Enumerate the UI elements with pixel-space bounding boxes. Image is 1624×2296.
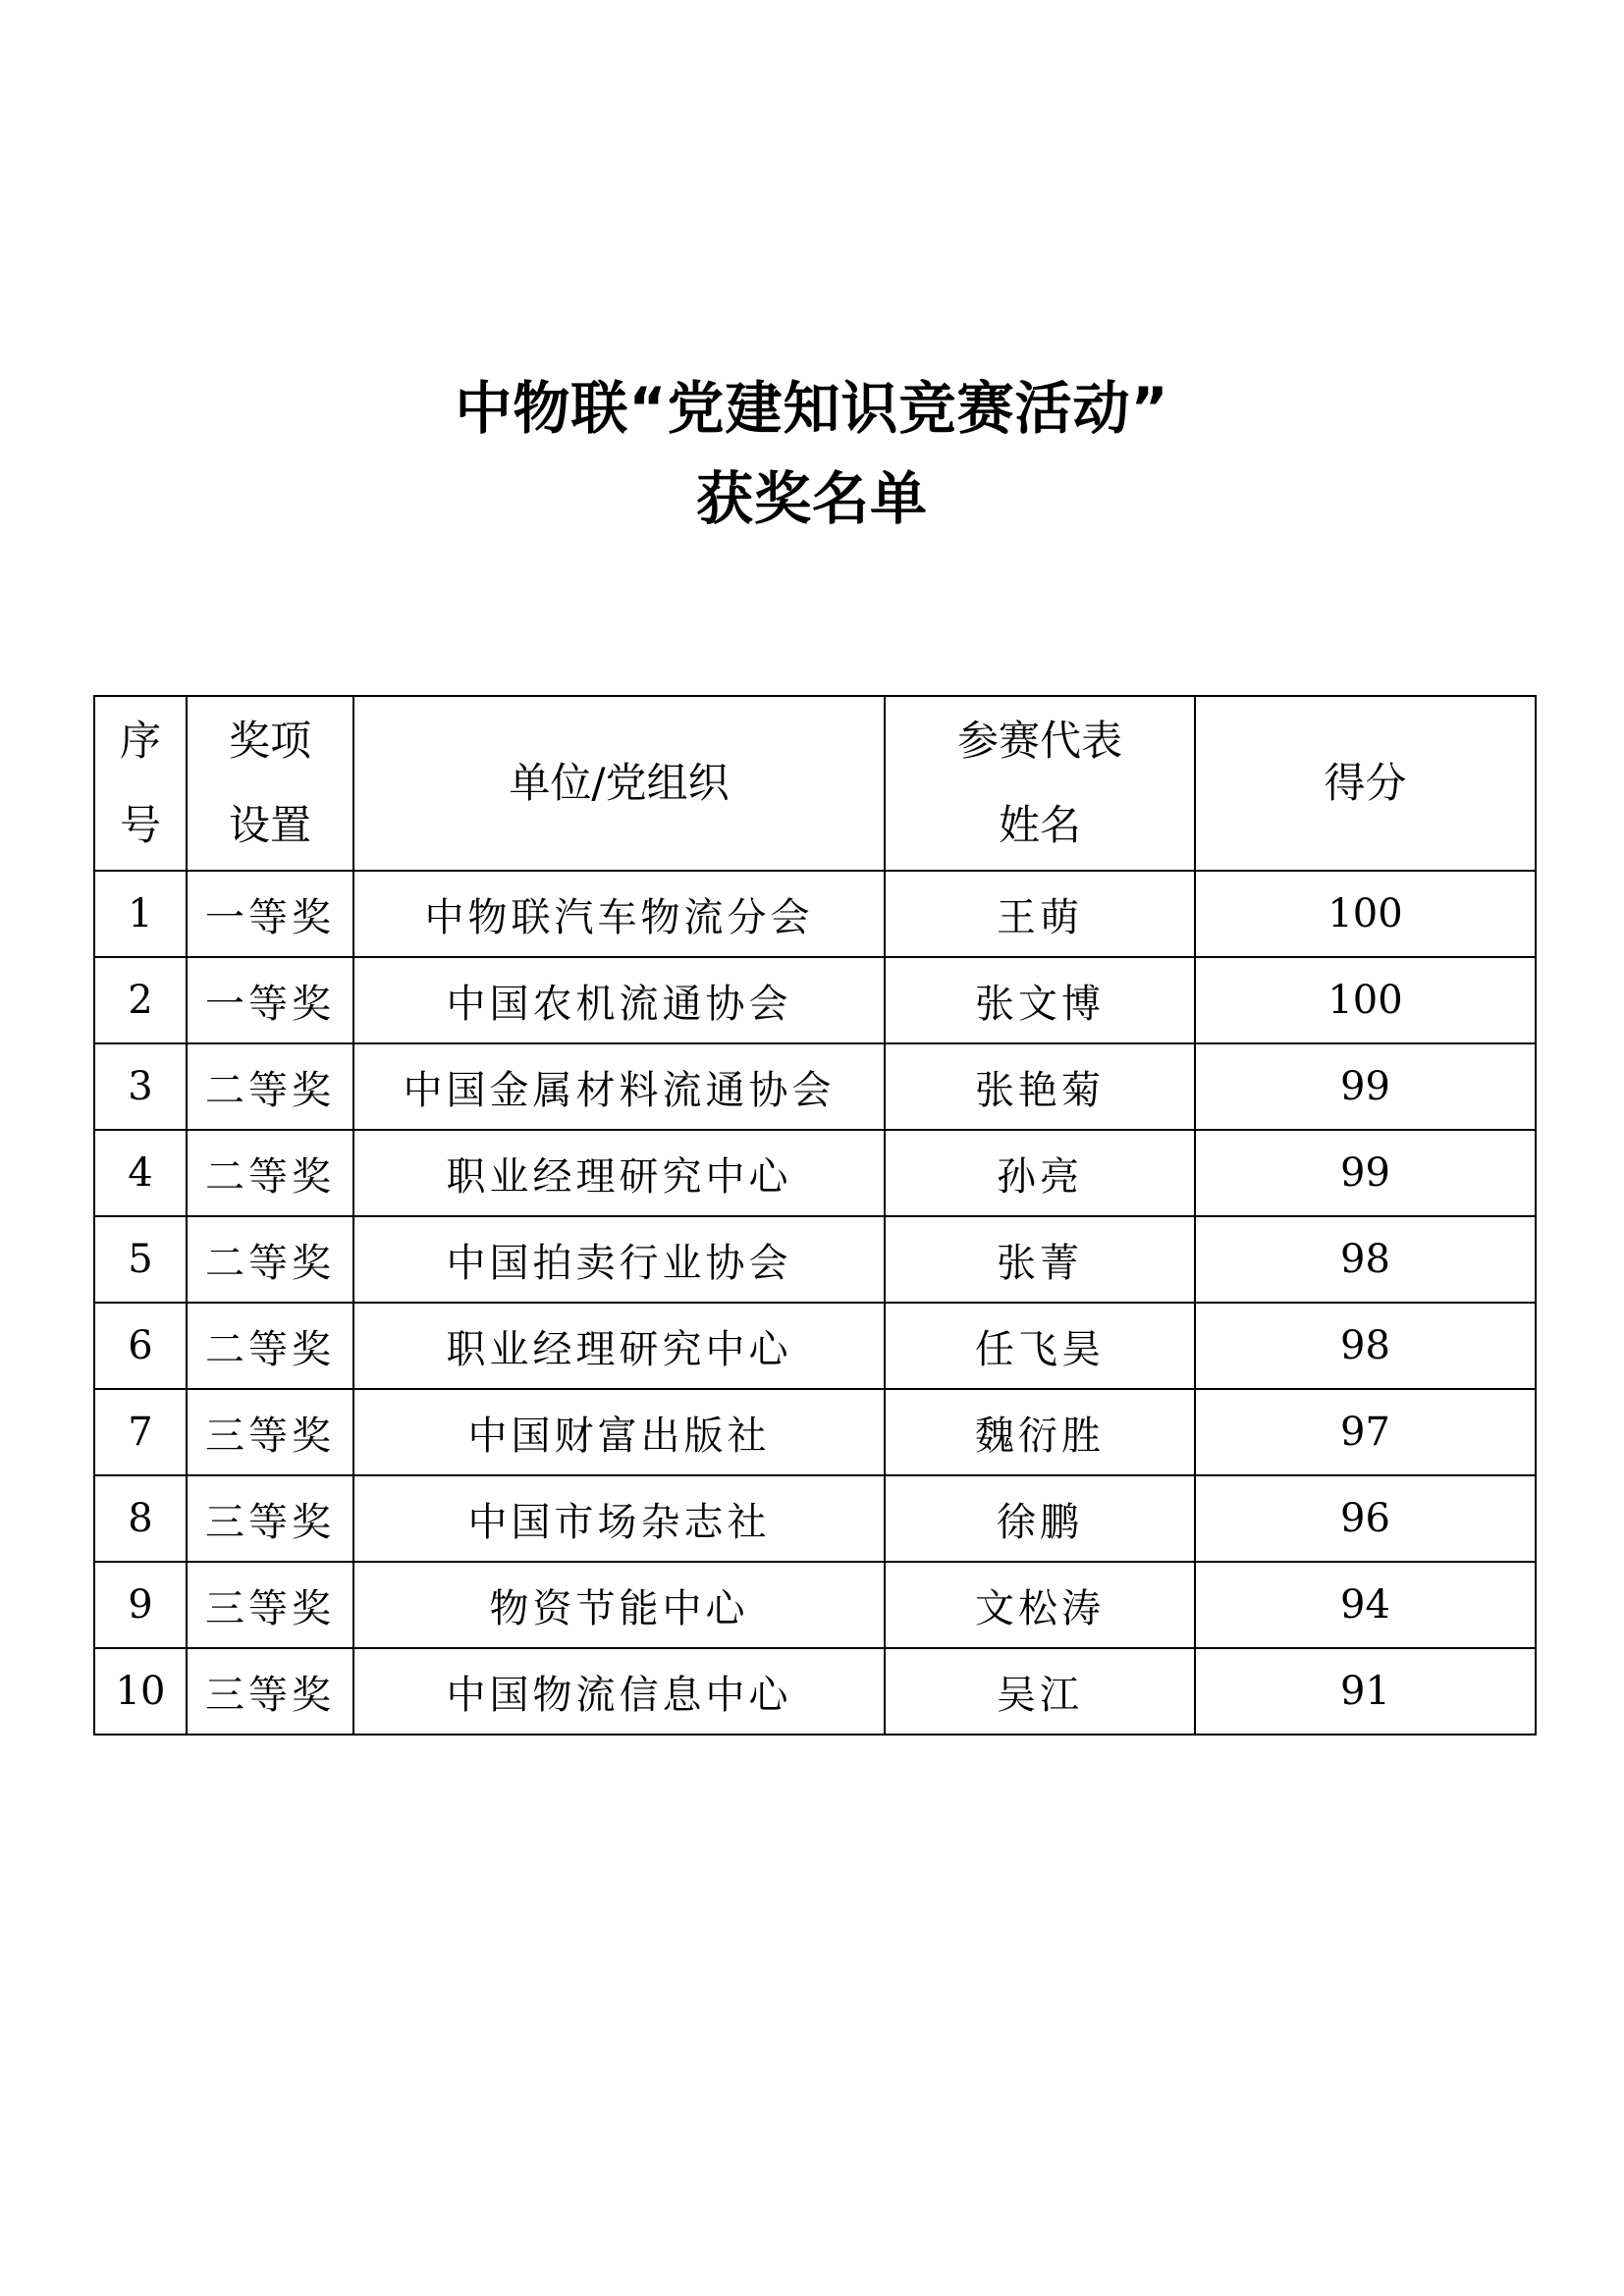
cell-rep: 孙亮 [885, 1130, 1195, 1216]
cell-unit: 中国市场杂志社 [353, 1475, 885, 1562]
cell-award: 二等奖 [187, 1216, 353, 1303]
cell-seq: 7 [94, 1389, 187, 1475]
cell-score: 98 [1195, 1216, 1536, 1303]
header-seq [94, 696, 187, 871]
document-title [0, 363, 1624, 544]
cell-score: 99 [1195, 1130, 1536, 1216]
cell-seq: 9 [94, 1562, 187, 1648]
table-body [94, 871, 1536, 1735]
table-row [94, 1216, 1536, 1303]
header-seq-line-1: 序 [119, 717, 161, 765]
cell-rep: 吴江 [885, 1648, 1195, 1735]
cell-seq: 6 [94, 1303, 187, 1389]
cell-award: 三等奖 [187, 1475, 353, 1562]
cell-rep: 王萌 [885, 871, 1195, 957]
table-row [94, 1389, 1536, 1475]
cell-unit: 中国拍卖行业协会 [353, 1216, 885, 1303]
cell-unit: 中物联汽车物流分会 [353, 871, 885, 957]
cell-rep: 魏衍胜 [885, 1389, 1195, 1475]
cell-score: 98 [1195, 1303, 1536, 1389]
table-row [94, 1303, 1536, 1389]
cell-unit: 中国物流信息中心 [353, 1648, 885, 1735]
table-row [94, 1043, 1536, 1130]
cell-rep: 张菁 [885, 1216, 1195, 1303]
cell-seq: 10 [94, 1648, 187, 1735]
cell-award: 三等奖 [187, 1562, 353, 1648]
cell-award: 二等奖 [187, 1303, 353, 1389]
title-line-1: 中物联“党建知识竞赛活动” [455, 375, 1169, 442]
cell-score: 97 [1195, 1389, 1536, 1475]
header-rep [885, 696, 1195, 871]
cell-award: 二等奖 [187, 1043, 353, 1130]
cell-rep: 张文博 [885, 957, 1195, 1043]
cell-award: 三等奖 [187, 1648, 353, 1735]
cell-unit: 中国金属材料流通协会 [353, 1043, 885, 1130]
cell-unit: 职业经理研究中心 [353, 1303, 885, 1389]
cell-rep: 张艳菊 [885, 1043, 1195, 1130]
cell-seq: 4 [94, 1130, 187, 1216]
cell-rep: 任飞昊 [885, 1303, 1195, 1389]
cell-award: 三等奖 [187, 1389, 353, 1475]
cell-award: 一等奖 [187, 957, 353, 1043]
cell-score: 94 [1195, 1562, 1536, 1648]
cell-score: 96 [1195, 1475, 1536, 1562]
cell-award: 一等奖 [187, 871, 353, 957]
header-award-line-2: 设置 [228, 801, 311, 849]
cell-unit: 中国财富出版社 [353, 1389, 885, 1475]
header-award-line-1: 奖项 [228, 717, 311, 765]
cell-score: 99 [1195, 1043, 1536, 1130]
cell-seq: 8 [94, 1475, 187, 1562]
cell-unit: 职业经理研究中心 [353, 1130, 885, 1216]
header-award [187, 696, 353, 871]
cell-score: 100 [1195, 871, 1536, 957]
header-seq-line-2: 号 [119, 801, 161, 849]
cell-rep: 徐鹏 [885, 1475, 1195, 1562]
table-row [94, 1130, 1536, 1216]
cell-score: 100 [1195, 957, 1536, 1043]
table-row [94, 1475, 1536, 1562]
header-unit: 单位/党组织 [353, 696, 885, 871]
title-line-2: 获奖名单 [695, 465, 928, 532]
header-rep-line-2: 姓名 [998, 801, 1081, 849]
cell-award: 二等奖 [187, 1130, 353, 1216]
table-row [94, 957, 1536, 1043]
table-header-row [94, 696, 1536, 871]
header-score: 得分 [1195, 696, 1536, 871]
cell-seq: 5 [94, 1216, 187, 1303]
cell-seq: 2 [94, 957, 187, 1043]
awards-table [93, 695, 1537, 1735]
header-rep-line-1: 参赛代表 [956, 717, 1122, 765]
cell-score: 91 [1195, 1648, 1536, 1735]
cell-seq: 1 [94, 871, 187, 957]
table-row [94, 1562, 1536, 1648]
table-row [94, 1648, 1536, 1735]
cell-unit: 中国农机流通协会 [353, 957, 885, 1043]
cell-seq: 3 [94, 1043, 187, 1130]
table-row [94, 871, 1536, 957]
cell-unit: 物资节能中心 [353, 1562, 885, 1648]
cell-rep: 文松涛 [885, 1562, 1195, 1648]
